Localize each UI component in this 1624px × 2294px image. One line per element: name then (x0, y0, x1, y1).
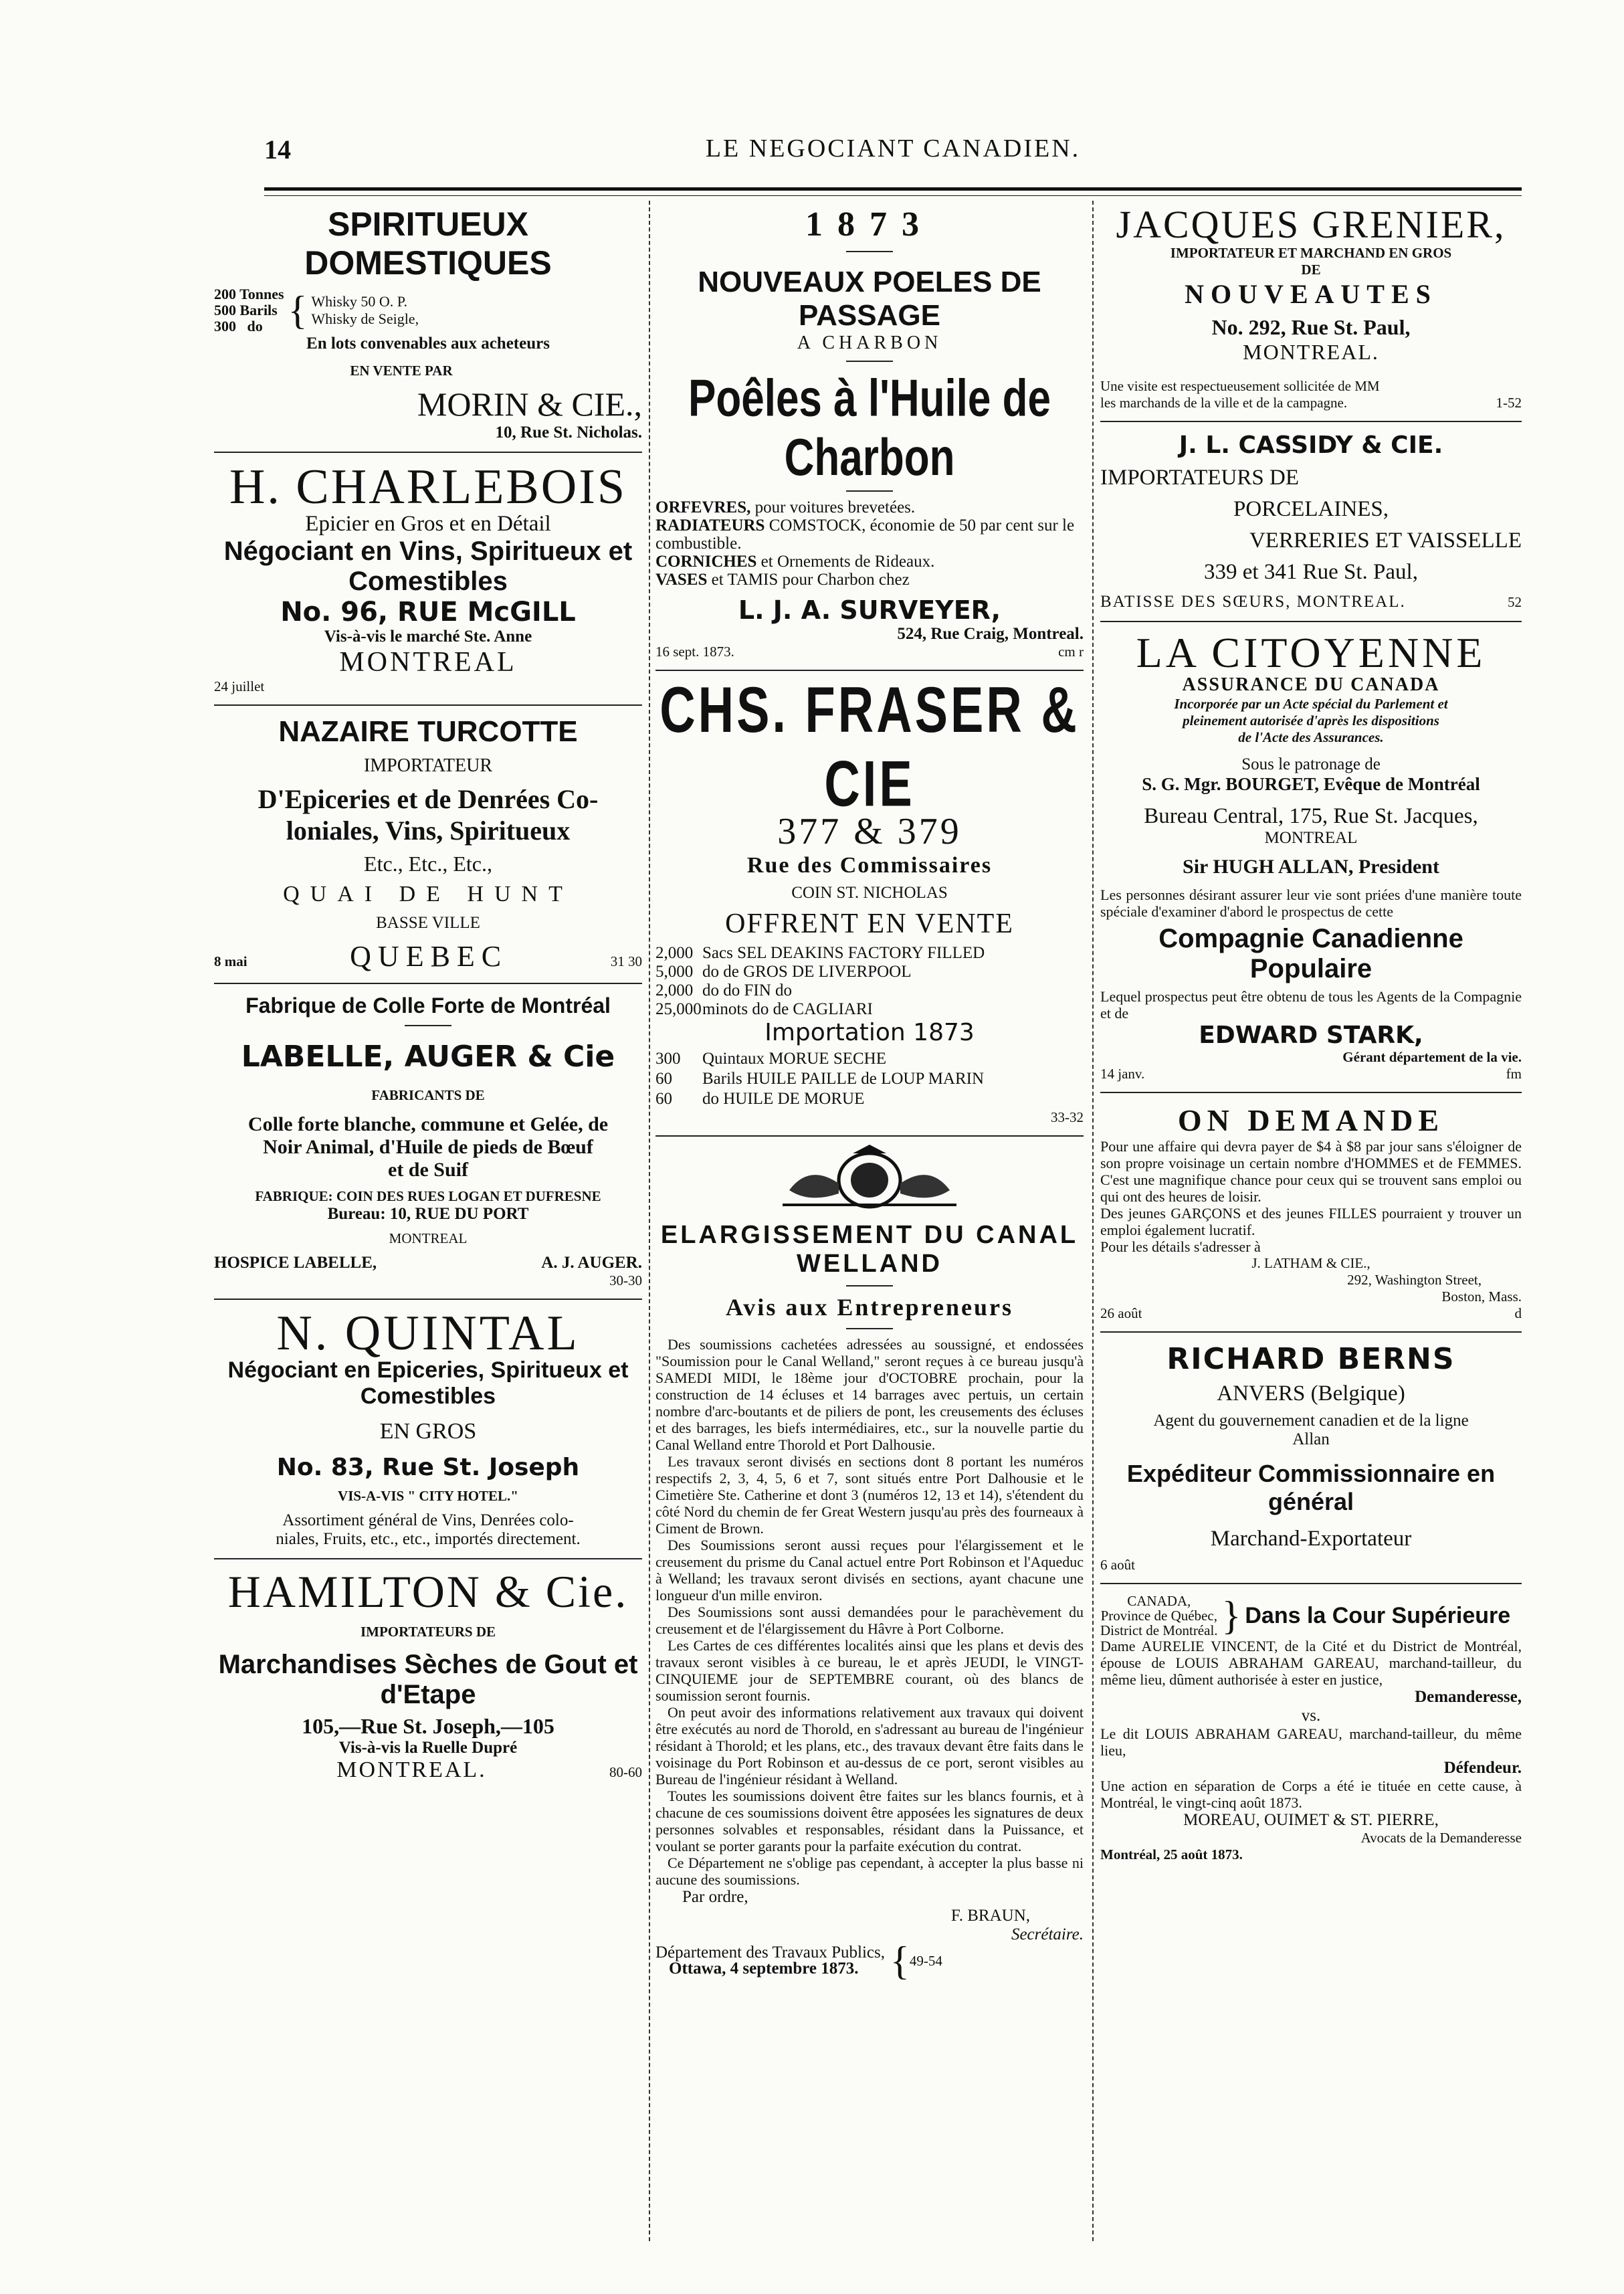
contact-line: Boston, Mass. (1441, 1288, 1522, 1305)
stock-quantity: 2,000 (655, 944, 694, 962)
stock-description: do de GROS DE LIVERPOOL (702, 963, 912, 981)
stock-item (655, 1069, 1084, 1089)
product-desc: et Ornements de Rideaux. (760, 553, 935, 571)
signatory: F. BRAUN, (950, 1907, 1030, 1925)
short-rule (405, 1025, 451, 1026)
de-label: DE (1301, 262, 1321, 278)
agent-role: Marchand-Exportateur (1210, 1527, 1412, 1551)
product-desc: pour voitures brevetées. (754, 498, 916, 516)
court-name: Dans la Cour Supérieure (1245, 1602, 1511, 1628)
merchant-address: No. 96, RUE McGILL (280, 597, 576, 628)
quantity: 200 Tonnes (214, 286, 284, 302)
city: ANVERS (Belgique) (1217, 1381, 1405, 1406)
notice-body: Pour les détails s'adresser à (1100, 1238, 1261, 1255)
column-1 (214, 201, 642, 2241)
product-line: VERRERIES ET VAISSELLE (1249, 529, 1522, 553)
stock-description: Sacs SEL DEAKINS FACTORY FILLED (702, 944, 985, 962)
date-row (655, 644, 1084, 660)
merchant-line: Négociant en Vins, Spiritueux et Comestibles (223, 537, 633, 596)
vis-a-vis: Vis-à-vis la Ruelle Dupré (338, 1739, 518, 1757)
visit-line: les marchands de la ville et de la campagne. (1100, 395, 1348, 411)
signatory: HOSPICE LABELLE, (214, 1254, 377, 1272)
versus: vs. (1301, 1707, 1321, 1725)
notice-body: Lequel prospectus peut être obtenu de tous les Agents de la Compagnie et de (1100, 988, 1522, 1022)
rule (1100, 1331, 1522, 1333)
product-line: Colle forte blanche, commune et Gelée, de (247, 1113, 609, 1135)
stock-quantity: 60 (655, 1070, 672, 1088)
merchant-line: Négociant en Epiceries, Spiritueux et Comestibles (227, 1357, 629, 1409)
place-date: Montréal, 25 août 1873. (1100, 1846, 1243, 1862)
street-name: Rue des Commissaires (746, 853, 993, 878)
ad-grenier (1100, 201, 1522, 415)
nouveautes: NOUVEAUTES (1185, 279, 1437, 309)
rule (1100, 1583, 1522, 1584)
signatory: A. J. AUGER. (541, 1254, 642, 1272)
notice-paragraph: Les Cartes de ces différentes localités ainsi que les plans et devis des travaux seront visibles à ce bureau, le et après JEUDI, le VINGT-CINQUIEME jour de SEPTEMBRE courant, où des blancs de soumission seront fournis. (655, 1637, 1084, 1704)
date-row (1100, 1305, 1522, 1322)
rule (214, 1558, 642, 1559)
coat-of-arms-ornament (769, 1143, 970, 1210)
merchant-name: HAMILTON & Cie. (227, 1566, 629, 1617)
ad-ref: 30-30 (609, 1272, 642, 1288)
product-line: et de Suif (388, 1159, 468, 1181)
visit-row (1100, 395, 1522, 411)
quantity-ditto: do (247, 318, 263, 334)
ad-ref: 52 (1508, 594, 1522, 610)
notice-body: Les personnes désirant assurer leur vie sont priées d'une manière toute spéciale d'examiner d'abord le prospectus de cette (1100, 886, 1522, 920)
firm-address: 524, Rue Craig, Montreal. (897, 625, 1084, 643)
brace: { (890, 1939, 910, 1983)
rule (214, 1299, 642, 1300)
rule (655, 1135, 1084, 1137)
court-header (1100, 1594, 1522, 1638)
firm-name: L. J. A. SURVEYER, (738, 595, 1001, 625)
ad-on-demande (1100, 1098, 1522, 1326)
notice-paragraph: Toutes les soumissions doivent être faites sur les blancs fournis, et à chacune de ces soumissions doivent être apposées les signatures de deux personnes solvables et responsables, résidant dans la Puissance, et voulant se porter garants pour la parfaite exécution du contrat. (655, 1788, 1084, 1854)
product-name: RADIATEURS (655, 516, 765, 535)
date-row (1100, 1066, 1522, 1082)
bureau-address: Bureau: 10, RUE DU PORT (327, 1205, 529, 1223)
column-2 (655, 201, 1084, 2241)
product-line: Noir Animal, d'Huile de pieds de Bœuf (263, 1136, 593, 1158)
ad-date: 26 août (1100, 1305, 1142, 1321)
short-rule (846, 490, 893, 492)
company-name: LA CITOYENNE (1136, 629, 1486, 676)
agent-name: RICHARD BERNS (1166, 1342, 1455, 1376)
party-role: Demanderesse, (1415, 1688, 1522, 1706)
ad-quintal (214, 1305, 642, 1553)
offer-heading: OFFRENT EN VENTE (725, 909, 1014, 939)
notice-paragraph: Les travaux seront divisés en sections dont 8 portant les numéros respectifs 2, 3, 4, 5, 6 et 7, sont situés entre Port Dalhousie et le Cimetière Ste. Catherine et dont 3 (numéros 12, 13 et 14), s'étendent du côté Nord du chemin de fer Great Western jusqu'au près des fourneaux à Ciment de Brown. (655, 1453, 1084, 1537)
column-3 (1100, 201, 1522, 2241)
firm-name: MOREAU, OUIMET & ST. PIERRE, (1183, 1811, 1439, 1829)
agent-line: Allan (1292, 1430, 1330, 1448)
notice-title: ELARGISSEMENT DU CANAL WELLAND (660, 1221, 1079, 1278)
rule (214, 452, 642, 453)
notice-paragraph: On peut avoir des informations relativement aux travaux qui doivent être exécutés au nord de Thorold, en s'adressant au bureau de l'ingénieur résidant à Thorold; et les plans, etc., des travaux devant être faits dans le voisinage du Port Robinson et au-dessus de ce port, seront visibles au Bureau de l'ingénieur résidant à Welland. (655, 1704, 1084, 1788)
notice-body: Dame AURELIE VINCENT, de la Cité et du District de Montréal, épouse de LOUIS ABRAHAM GAREAU, marchand-tailleur, du même lieu, dûment authorisée à ester en justice, (1100, 1638, 1522, 1688)
merchant-address: No. 83, Rue St. Joseph (276, 1454, 580, 1481)
en-vente-label: EN VENTE PAR (350, 363, 453, 379)
merchant-line: EN GROS (379, 1419, 477, 1444)
ad-cassidy (1100, 427, 1522, 615)
stock-item (655, 1000, 1084, 1019)
city: MONTREAL. (1243, 340, 1379, 364)
ad-subtitle: A CHARBON (797, 332, 942, 353)
building: BATISSE DES SŒURS, MONTREAL. (1100, 593, 1406, 611)
notice-body: Des jeunes GARÇONS et des jeunes FILLES pourraient y trouver un emploi également lucratif. (1100, 1205, 1522, 1238)
corner: COIN ST. NICHOLAS (791, 884, 948, 902)
stock-quantity: 25,000 (655, 1000, 702, 1018)
stock-item (655, 1089, 1084, 1109)
merchant-line: Epicier en Gros et en Détail (305, 512, 551, 536)
merchant-line: D'Epiceries et de Denrées Co- (258, 784, 599, 814)
basse-ville: BASSE VILLE (376, 914, 480, 932)
visit-line: Une visite est respectueusement sollicitée de MM (1100, 378, 1380, 394)
short-rule (846, 1328, 893, 1329)
place-date: Ottawa, 4 septembre 1873. (669, 1960, 859, 1978)
top-rule-thin (264, 195, 1522, 196)
ad-ref: d (1514, 1305, 1522, 1321)
notice-body: Une action en séparation de Corps a été ie tituée en cette cause, à Montréal, le vingt-cinq août 1873. (1100, 1778, 1522, 1811)
jurisdiction: Province de Québec, (1100, 1608, 1217, 1624)
stock-description: Quintaux MORUE SECHE (702, 1050, 886, 1068)
ad-heading: Fabrique de Colle Forte de Montréal (245, 993, 611, 1018)
short-rule (846, 251, 893, 252)
ad-poeles (655, 201, 1084, 664)
assortment-line: niales, Fruits, etc., etc., importés directement. (276, 1530, 581, 1548)
incorporation-line: Incorporée par un Acte spécial du Parlement et (1174, 696, 1448, 712)
stock-list (655, 1049, 1084, 1109)
product-desc: et TAMIS pour Charbon chez (711, 571, 910, 589)
party-role: Défendeur. (1443, 1759, 1522, 1777)
quantity: 300 (214, 318, 236, 334)
quantity-block (214, 286, 642, 334)
merchant-address: 339 et 341 Rue St. Paul, (1204, 560, 1418, 584)
notice-body (655, 1336, 1084, 1888)
ad-welland (655, 1217, 1084, 1982)
notice-body: Pour une affaire qui devra payer de $4 à $8 par jour sans s'éloigner de son propre voisinage un certain nombre d'HOMMES et de FEMMES. C'est une magnifique chance pour ceux qui se trouvent sans emploi ou qui ont des heures de loisir. (1100, 1138, 1522, 1205)
page-header (264, 134, 1522, 174)
product-list (655, 498, 1084, 589)
brace: } (1221, 1594, 1241, 1638)
notice-body: Le dit LOUIS ABRAHAM GAREAU, marchand-tailleur, du même lieu, (1100, 1725, 1522, 1759)
rule (214, 704, 642, 706)
item: Whisky 50 O. P. (311, 293, 407, 310)
brace: { (288, 288, 308, 332)
stock-quantity: 300 (655, 1050, 681, 1068)
merchant-line: Marchandises Sèches de Gout et d'Etape (218, 1650, 638, 1709)
stock-item (655, 981, 1084, 1000)
ad-hamilton (214, 1565, 642, 1787)
rule (1100, 1092, 1522, 1093)
merchant-line: Etc., Etc., Etc., (364, 852, 492, 876)
product-name: ORFEVRES, (655, 498, 751, 516)
notice-paragraph: Des Soumissions sont aussi demandées pour le parachèvement du creusement et de l'élargissement du Hâvre à Port Colborne. (655, 1604, 1084, 1637)
product-name: CORNICHES (655, 553, 757, 571)
ad-date: 24 juillet (214, 678, 265, 694)
rule (1100, 421, 1522, 422)
ad-fraser (655, 673, 1084, 1130)
merchant-address: 105,—Rue St. Joseph,—105 (302, 1714, 554, 1738)
merchant-line: loniales, Vins, Spiritueux (286, 816, 571, 846)
ad-berns (1100, 1338, 1522, 1578)
agent-title: Gérant département de la vie. (1342, 1049, 1522, 1065)
firm-title: Avocats de la Demanderesse (1360, 1830, 1522, 1846)
city: MONTREAL. (336, 1757, 487, 1782)
notice-title: ON DEMANDE (1177, 1103, 1445, 1137)
notice-paragraph: Des Soumissions seront aussi reçues pour l'élargissement et le creusement du prisme du Canal actuel entre Port Robinson et l'Aqueduc à Welland; les travaux seront divisés en sections, ayant chacune une longueur d'un mille environ. (655, 1537, 1084, 1604)
ad-labelle (214, 989, 642, 1293)
city: MONTREAL (339, 647, 517, 678)
ad-title: SPIRITUEUX DOMESTIQUES (304, 205, 552, 282)
rule (655, 670, 1084, 671)
assortment-line: Assortiment général de Vins, Denrées colo- (282, 1511, 574, 1529)
agent-name: EDWARD STARK, (1199, 1022, 1423, 1049)
vis-a-vis: Vis-à-vis le marché Ste. Anne (324, 628, 532, 646)
batisse-row (1100, 593, 1522, 611)
ad-date: 8 mai (214, 953, 247, 969)
quantity: 500 Barils (214, 302, 278, 318)
short-rule (846, 361, 893, 362)
ad-charlebois (214, 458, 642, 699)
ad-headline: Poêles à l'Huile de Charbon (688, 369, 1051, 487)
merchant-role: IMPORTATEUR ET MARCHAND EN GROS (1170, 245, 1452, 261)
rule (214, 983, 642, 984)
street-numbers: 377 & 379 (777, 811, 962, 852)
dept-block (655, 1939, 1084, 1983)
stock-item (655, 1049, 1084, 1069)
importateurs-label: IMPORTATEURS DE (1100, 466, 1299, 490)
ad-date: 6 août (1100, 1557, 1135, 1573)
fabrique-address: FABRIQUE: COIN DES RUES LOGAN ET DUFRESNE (255, 1188, 601, 1204)
jurisdiction: District de Montréal. (1100, 1622, 1218, 1638)
city: MONTREAL (389, 1230, 468, 1246)
importateurs-label: IMPORTATEURS DE (360, 1624, 496, 1640)
merchant-name: H. CHARLEBOIS (229, 460, 627, 514)
president: Sir HUGH ALLAN, President (1183, 856, 1439, 878)
lots-line: En lots convenables aux acheteurs (306, 334, 550, 353)
city-row (214, 939, 642, 973)
contact-line: 292, Washington Street, (1347, 1272, 1482, 1288)
ad-ref: 49-54 (909, 1952, 942, 1969)
page-number: 14 (264, 134, 291, 165)
department: Département des Travaux Publics, (655, 1943, 886, 1962)
incorporation-line: de l'Acte des Assurances. (1238, 729, 1384, 745)
column-rule-1 (649, 201, 650, 2241)
company-subtitle: ASSURANCE DU CANADA (1182, 674, 1440, 695)
city-row (214, 1757, 642, 1783)
fabricants-label: FABRICANTS DE (371, 1087, 485, 1103)
stock-quantity: 5,000 (655, 963, 694, 981)
stock-list (655, 944, 1084, 1019)
firm-address: 10, Rue St. Nicholas. (495, 423, 642, 442)
product-desc: COMSTOCK, économie de 50 par cent sur le combustible. (655, 516, 1075, 553)
stock-quantity: 60 (655, 1090, 672, 1108)
stock-description: Barils HUILE PAILLE de LOUP MARIN (702, 1070, 985, 1088)
year-heading: 1873 (805, 205, 934, 244)
product-name: VASES (655, 571, 708, 589)
merchant-address: No. 292, Rue St. Paul, (1211, 315, 1411, 339)
agent-line: Agent du gouvernement canadien et de la ligne (1153, 1412, 1469, 1430)
stock-quantity: 2,000 (655, 981, 694, 999)
legal-notice (1100, 1590, 1522, 1867)
ad-ref: fm (1506, 1066, 1522, 1082)
signatory-title: Secrétaire. (1011, 1925, 1084, 1943)
import-heading: Importation 1873 (765, 1019, 975, 1046)
notice-paragraph: Des soumissions cachetées adressées au soussigné, et endossées "Soumission pour le Canal Welland," seront reçues à ce bureau jusqu'à SAMEDI MIDI, le 18ème jour d'OCTOBRE prochain, pour la construction de 14 écluses et 14 barrages avec pertuis, un certain nombre d'arc-boutants et de piliers de pont, les creusements des écluses et des barrages, les biefs intermédiaires, etc., sur la nouvelle partie du Canal Welland entre Thorold et Port Dalhousie. (655, 1336, 1084, 1453)
notice-subtitle: Avis aux Entrepreneurs (725, 1294, 1014, 1321)
incorporation-line: pleinement autorisée d'après les dispositions (1183, 712, 1439, 729)
column-rule-2 (1092, 201, 1094, 2241)
item: Whisky de Seigle, (311, 310, 419, 327)
ad-turcotte (214, 711, 642, 977)
stock-description: minots do de CAGLIARI (702, 1000, 873, 1018)
merchant-name: N. QUINTAL (276, 1306, 580, 1361)
patron: S. G. Mgr. BOURGET, Evêque de Montréal (1142, 774, 1480, 794)
quai: QUAI DE HUNT (283, 882, 573, 906)
ad-ref: 1-52 (1496, 395, 1522, 411)
ad-spiritueux (214, 201, 642, 446)
merchant-name: LABELLE, AUGER & Cie (241, 1040, 615, 1074)
ad-ref: cm r (1058, 644, 1084, 660)
short-rule (846, 1285, 893, 1286)
company-name: Compagnie Canadienne Populaire (1158, 924, 1463, 983)
jurisdiction: CANADA, (1127, 1593, 1191, 1609)
product-line: PORCELAINES, (1233, 497, 1389, 521)
ad-citoyenne (1100, 628, 1522, 1086)
stock-item (655, 944, 1084, 963)
rule (1100, 621, 1522, 622)
stock-description: do do FIN do (702, 981, 793, 999)
ad-title: NOUVEAUX POELES DE PASSAGE (698, 266, 1041, 332)
ad-date: 14 janv. (1100, 1066, 1145, 1082)
patronage: Sous le patronage de (1241, 755, 1381, 773)
ad-ref: 31 30 (610, 953, 642, 969)
office-address: Bureau Central, 175, Rue St. Jacques, (1144, 804, 1478, 828)
ad-ref: 33-32 (1051, 1109, 1084, 1125)
stock-item (655, 963, 1084, 981)
ad-date: 16 sept. 1873. (655, 644, 734, 660)
merchant-role: IMPORTATEUR (363, 755, 493, 776)
firm-name: MORIN & CIE., (417, 385, 642, 423)
notice-paragraph: Ce Département ne s'oblige pas cependant, à accepter la plus basse ni aucune des soumissions. (655, 1854, 1084, 1888)
ad-ref: 80-60 (609, 1764, 642, 1780)
top-rule (264, 187, 1522, 191)
stock-description: do HUILE DE MORUE (702, 1090, 865, 1108)
city: MONTREAL (1264, 829, 1358, 847)
vis-a-vis: VIS-A-VIS " CITY HOTEL." (338, 1488, 518, 1504)
merchant-name: NAZAIRE TURCOTTE (278, 715, 578, 748)
newspaper-title: LE NEGOCIANT CANADIEN. (705, 134, 1081, 163)
par-ordre: Par ordre, (682, 1888, 748, 1906)
signature-row (214, 1254, 642, 1272)
agent-role: Expéditeur Commissionnaire en général (1126, 1460, 1496, 1515)
merchant-name: CHS. FRASER & CIE (659, 673, 1080, 820)
merchant-name: J. L. CASSIDY & CIE. (1179, 432, 1443, 459)
contact-line: J. LATHAM & CIE., (1251, 1255, 1371, 1271)
city: QUEBEC (350, 940, 508, 973)
merchant-name: JACQUES GRENIER, (1116, 203, 1506, 246)
